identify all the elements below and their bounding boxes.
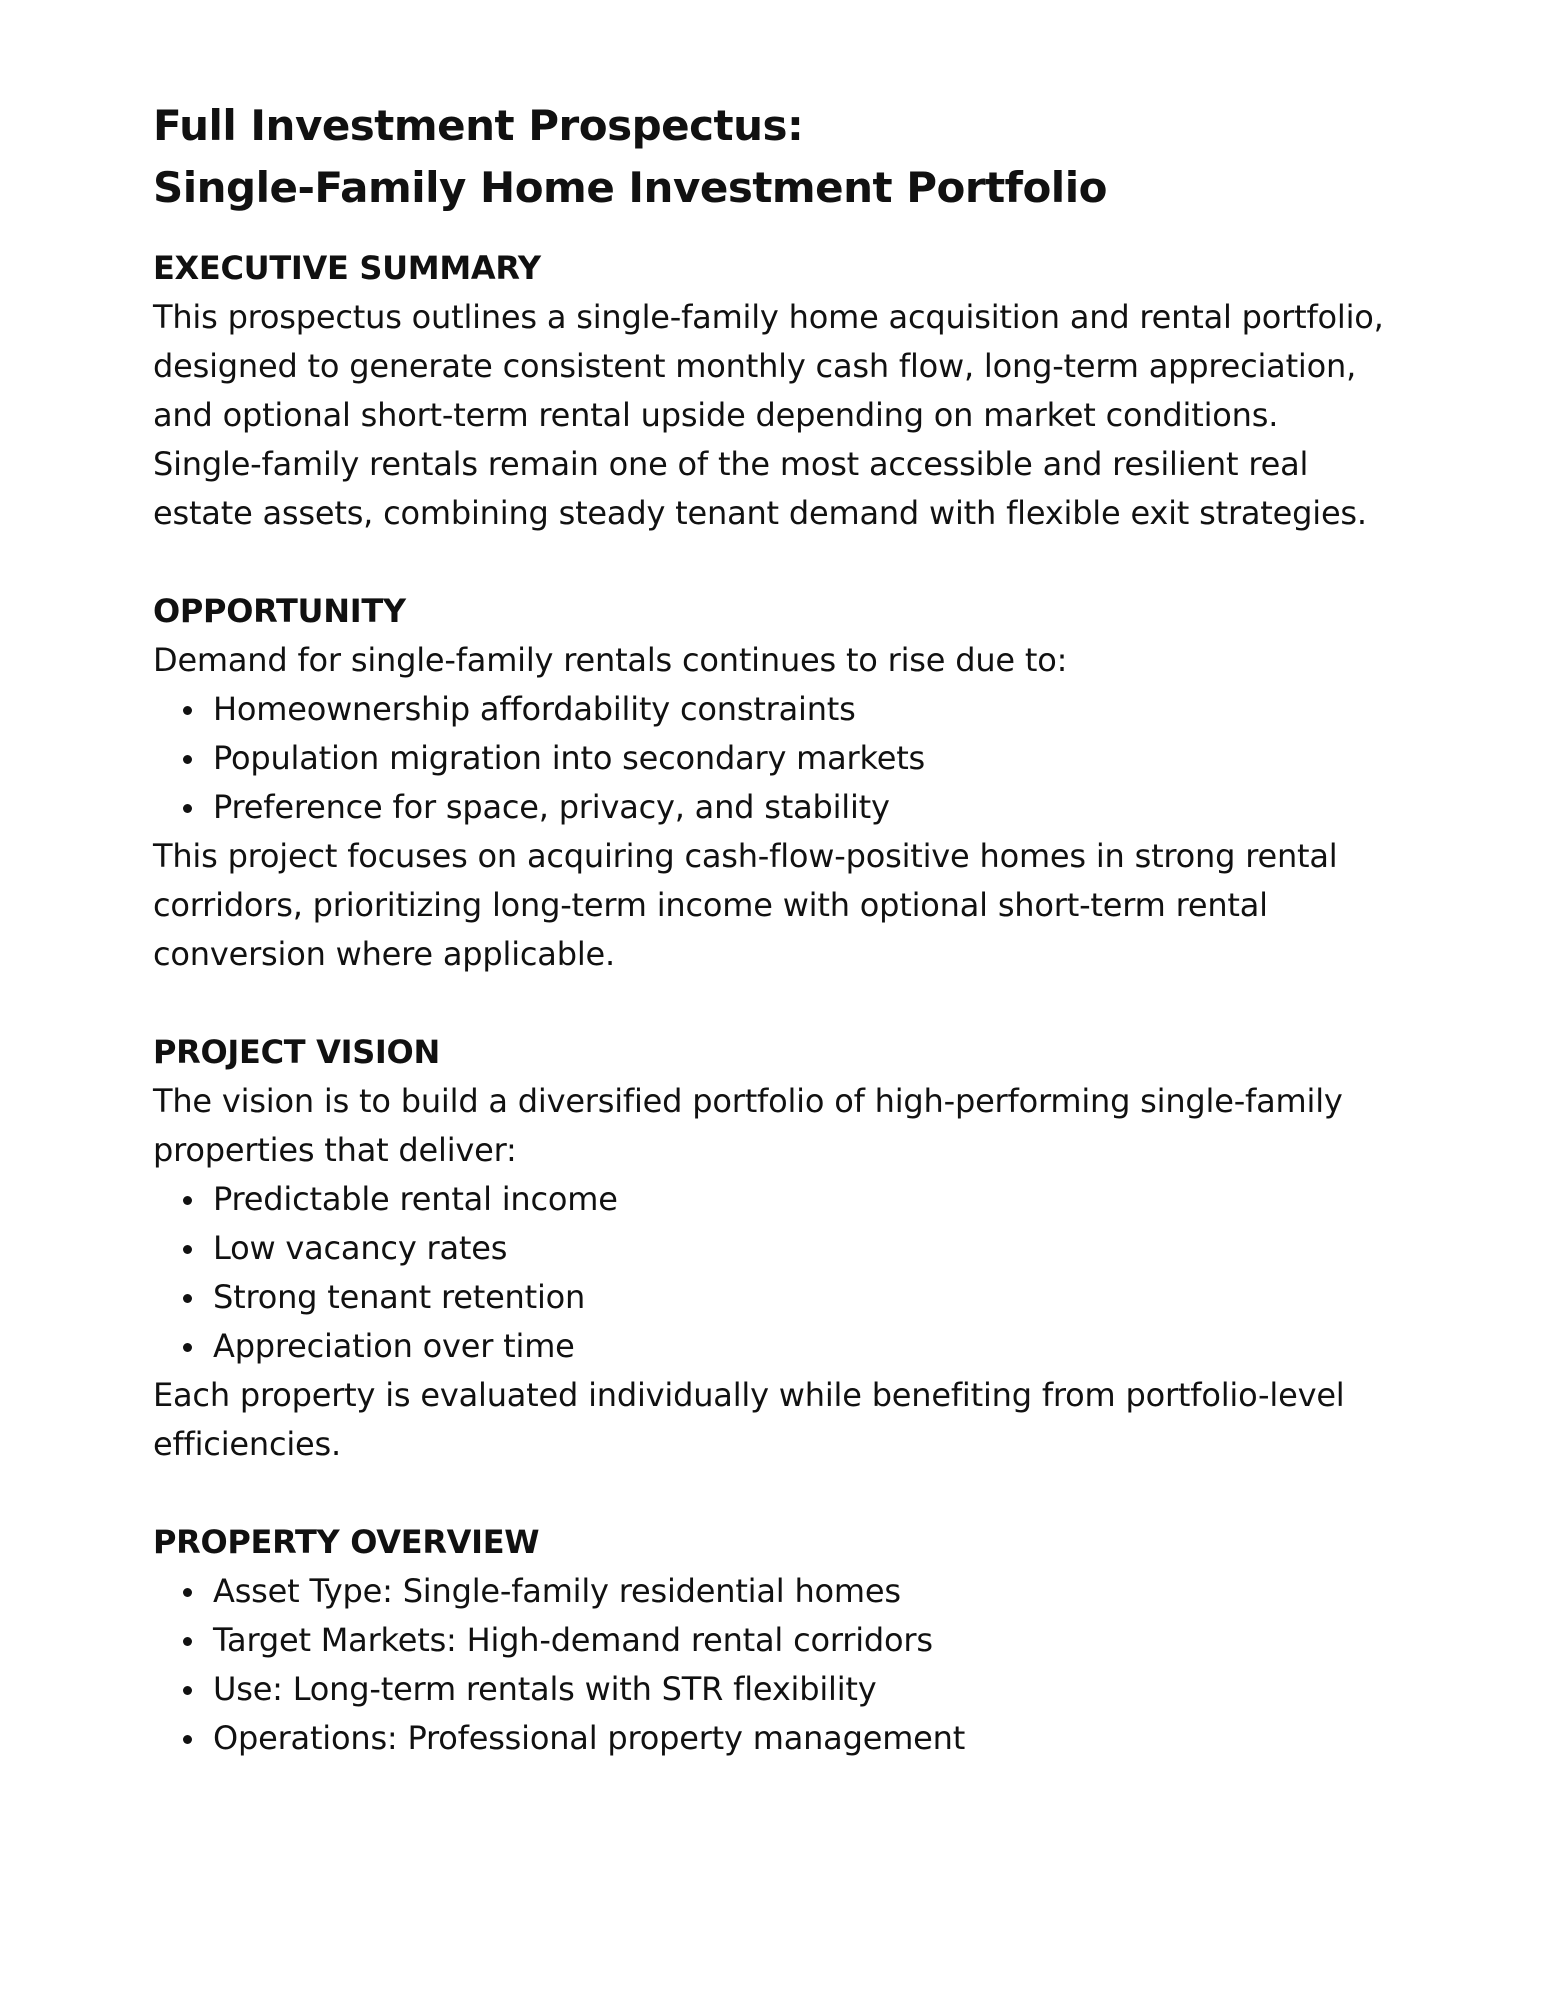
project-vision-section bbox=[153, 1028, 1395, 1469]
paragraph: This project focuses on acquiring cash-flow-positive homes in strong rental corridors, prioritizing long-term income with optional short-term rental conversion where applicable. bbox=[153, 837, 1338, 973]
list-item: Homeownership affordability constraints bbox=[213, 685, 1395, 734]
paragraph: Demand for single-family rentals continues to rise due to: bbox=[153, 641, 1068, 679]
bullet-list bbox=[153, 685, 1395, 832]
list-item: Appreciation over time bbox=[213, 1322, 1395, 1371]
paragraph: The vision is to build a diversified portfolio of high-performing single-family properties that deliver: bbox=[153, 1082, 1343, 1169]
bullet-list bbox=[153, 1567, 1395, 1763]
paragraph: This prospectus outlines a single-family home acquisition and rental portfolio, designed to generate consistent monthly cash flow, long-term appreciation, and optional short-term rental upside depending on market conditions. bbox=[153, 298, 1384, 434]
bullet-list bbox=[153, 1175, 1395, 1371]
list-item: Predictable rental income bbox=[213, 1175, 1395, 1224]
list-item: Preference for space, privacy, and stability bbox=[213, 783, 1395, 832]
section-heading: PROJECT VISION bbox=[153, 1033, 440, 1071]
list-item: Population migration into secondary markets bbox=[213, 734, 1395, 783]
title-line-1: Full Investment Prospectus: bbox=[153, 101, 804, 150]
paragraph: Each property is evaluated individually while benefiting from portfolio-level efficiencies. bbox=[153, 1376, 1345, 1463]
section-heading: PROPERTY OVERVIEW bbox=[153, 1523, 540, 1561]
list-item: Use: Long-term rentals with STR flexibility bbox=[213, 1665, 1395, 1714]
executive-summary-section bbox=[153, 244, 1395, 538]
section-heading: EXECUTIVE SUMMARY bbox=[153, 249, 541, 287]
list-item: Asset Type: Single-family residential homes bbox=[213, 1567, 1395, 1616]
property-overview-section bbox=[153, 1518, 1395, 1763]
list-item: Strong tenant retention bbox=[213, 1273, 1395, 1322]
section-heading: OPPORTUNITY bbox=[153, 592, 406, 630]
document-title bbox=[153, 95, 1395, 219]
list-item: Operations: Professional property management bbox=[213, 1714, 1395, 1763]
list-item: Low vacancy rates bbox=[213, 1224, 1395, 1273]
title-line-2: Single-Family Home Investment Portfolio bbox=[153, 163, 1107, 212]
paragraph: Single-family rentals remain one of the most accessible and resilient real estate assets, combining steady tenant demand with flexible exit strategies. bbox=[153, 445, 1367, 532]
list-item: Target Markets: High-demand rental corridors bbox=[213, 1616, 1395, 1665]
opportunity-section bbox=[153, 587, 1395, 979]
